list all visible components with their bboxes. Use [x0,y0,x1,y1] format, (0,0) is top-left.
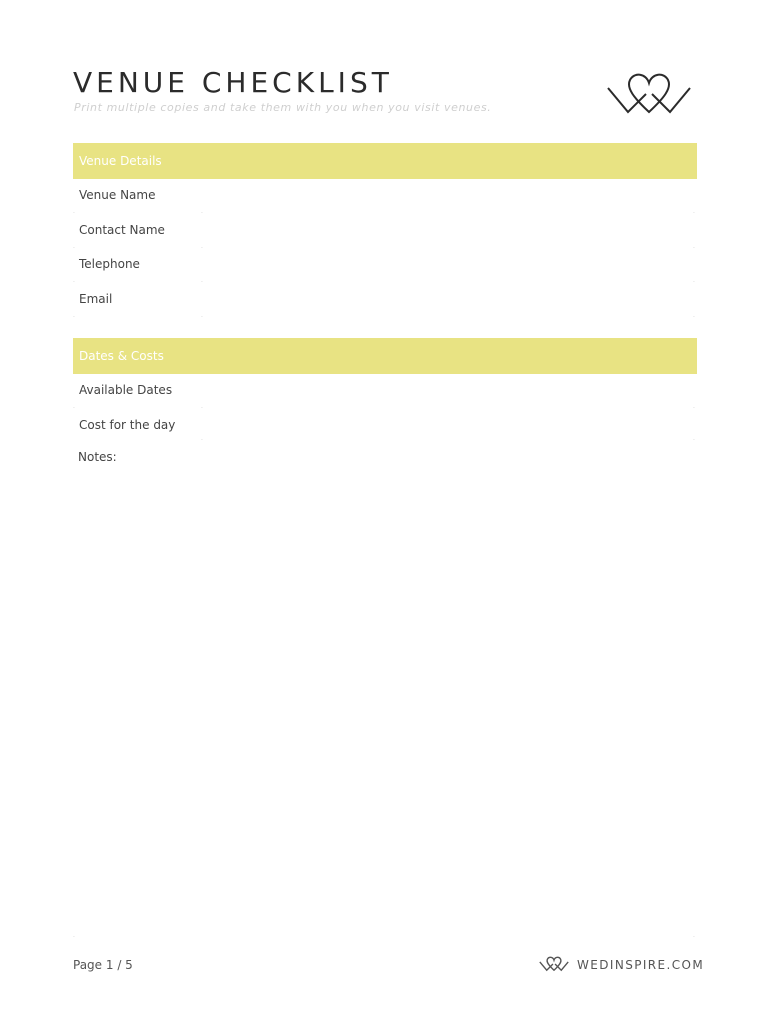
field-label: Available Dates [79,383,173,397]
row-dot: · [693,279,695,286]
row-dot: · [693,437,695,444]
venue-name-field[interactable] [203,184,699,214]
cost-for-the-day-field[interactable] [203,414,699,444]
heart-w-logo-icon [604,68,694,120]
row-dot: · [73,210,75,217]
field-label: Cost for the day [79,418,176,432]
brand-link[interactable]: WEDINSPIRE.COM [577,958,705,972]
telephone-field[interactable] [203,253,699,283]
field-label: Telephone [79,257,140,271]
row-dot: · [73,405,75,412]
row-dot: · [693,405,695,412]
footer-dot: · [693,934,695,941]
row-dot: · [73,245,75,252]
form-row-available-dates [73,375,697,412]
contact-name-field[interactable] [203,219,699,249]
notes-field[interactable] [73,468,701,932]
form-row-venue-name [73,180,697,217]
row-dot: · [693,210,695,217]
section-title: Venue Details [79,154,162,168]
row-dot: · [201,314,203,321]
section-header-dates-costs [73,338,697,374]
form-row-email [73,284,697,321]
row-dot: · [201,437,203,444]
available-dates-field[interactable] [203,379,699,409]
footer-dot: · [73,934,75,941]
notes-label: Notes: [78,450,117,464]
row-dot: · [693,245,695,252]
row-dot: · [201,279,203,286]
field-label: Email [79,292,113,306]
page-subtitle: Print multiple copies and take them with you when you visit venues. [74,101,492,114]
row-dot: · [73,279,75,286]
email-field[interactable] [203,288,699,318]
section-header-venue-details [73,143,697,179]
heart-w-logo-icon [538,955,570,973]
row-dot: · [73,314,75,321]
section-title: Dates & Costs [79,349,164,363]
row-dot: · [201,210,203,217]
form-row-cost-for-the-day [73,410,697,444]
field-label: Venue Name [79,188,156,202]
row-dot: · [201,245,203,252]
row-dot: · [693,314,695,321]
form-row-contact-name [73,215,697,252]
field-label: Contact Name [79,223,165,237]
page-number: Page 1 / 5 [73,958,133,972]
row-dot: · [201,405,203,412]
page-title: VENUE CHECKLIST [73,66,393,99]
form-row-telephone [73,249,697,286]
